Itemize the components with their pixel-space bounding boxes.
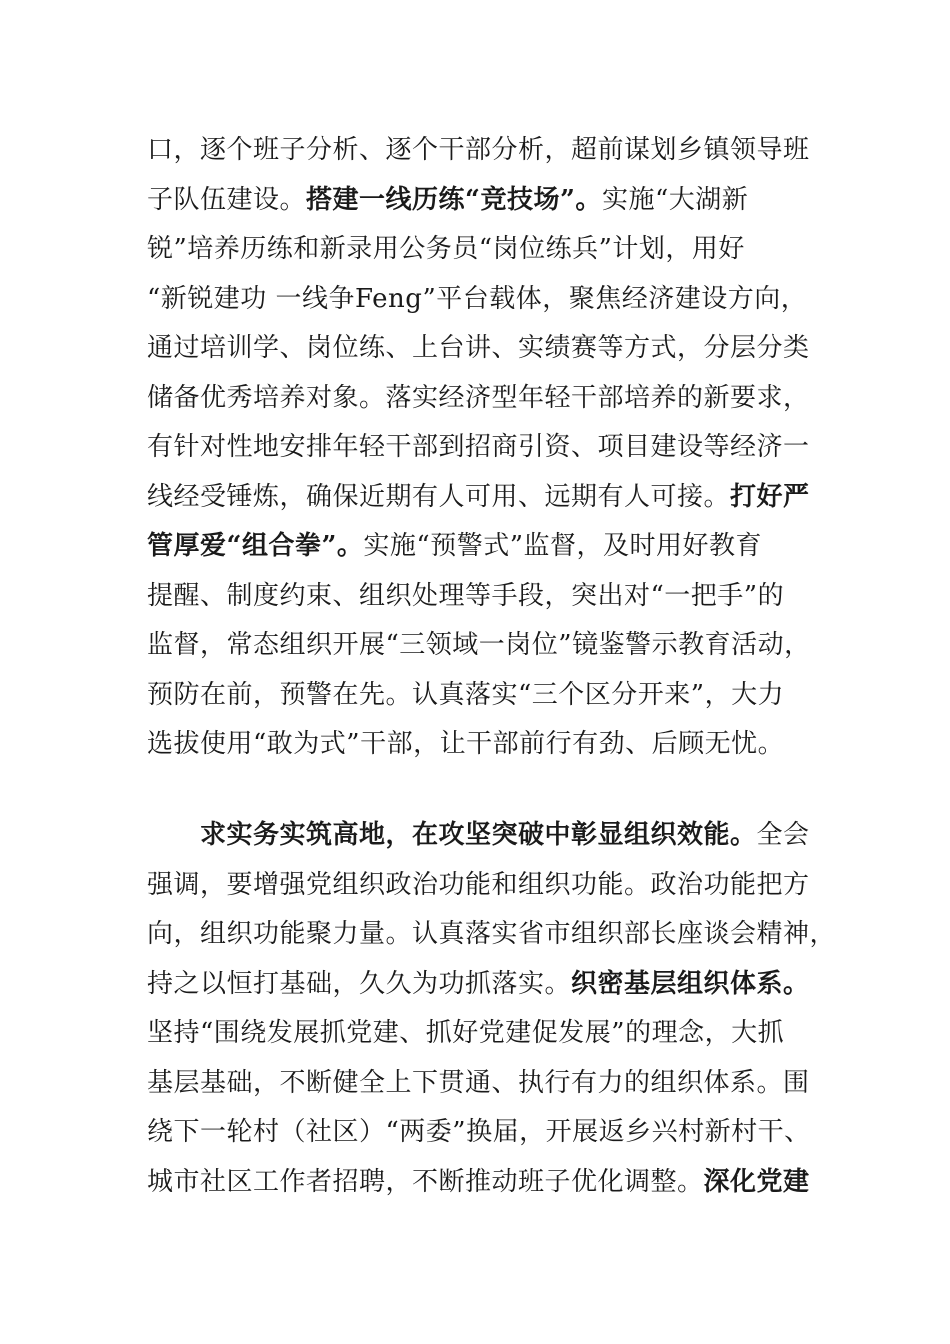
text-line bbox=[147, 671, 807, 721]
body-text: 线经受锤炼，确保近期有人可用、远期有人可接。 bbox=[147, 481, 731, 512]
body-text: 实施“大湖新 bbox=[601, 184, 749, 215]
paragraph bbox=[147, 811, 837, 1207]
text-line bbox=[147, 324, 810, 374]
body-text: 持之以恒打基础，久久为功抓落实。 bbox=[147, 968, 572, 999]
text-line bbox=[147, 1108, 811, 1158]
bold-heading-text: 打好严 bbox=[730, 481, 810, 512]
text-line bbox=[147, 1009, 807, 1059]
body-text bbox=[147, 820, 200, 850]
text-line bbox=[147, 176, 807, 226]
text-line bbox=[147, 374, 810, 424]
body-text: 预防在前，预警在先。认真落实“三个区分开来”，大力 bbox=[147, 679, 785, 710]
bold-heading-text: 深化党建 bbox=[703, 1166, 810, 1197]
body-text: 强调，要增强党组织政治功能和组织功能。政治功能把方 bbox=[147, 869, 810, 900]
text-line bbox=[147, 1059, 810, 1109]
body-text: 提醒、制度约束、组织处理等手段，突出对“一把手”的 bbox=[147, 580, 785, 611]
text-line bbox=[147, 572, 807, 622]
text-line bbox=[147, 522, 807, 572]
body-text: 锐”培养历练和新录用公务员“岗位练兵”计划，用好 bbox=[147, 234, 745, 264]
body-text: 向，组织功能聚力量。认真落实省市组织部长座谈会精神， bbox=[147, 919, 837, 949]
text-line bbox=[147, 225, 807, 275]
text-line bbox=[147, 720, 807, 770]
body-text: 子队伍建设。 bbox=[147, 184, 307, 215]
text-line bbox=[147, 621, 811, 671]
text-line bbox=[147, 275, 807, 325]
body-text: 通过培训学、岗位练、上台讲、实绩赛等方式，分层分类 bbox=[147, 333, 810, 363]
body-text: 基层基础，不断健全上下贯通、执行有力的组织体系。围 bbox=[147, 1067, 810, 1098]
text-line bbox=[147, 423, 810, 473]
body-text: 监督，常态组织开展“三领域一岗位”镜鉴警示教育活动， bbox=[147, 630, 811, 660]
body-text: 选拔使用“敢为式”干部，让干部前行有劲、后顾无忧。 bbox=[147, 729, 785, 759]
text-line bbox=[147, 1158, 810, 1208]
body-text: 实施“预警式”监督，及时用好教育 bbox=[363, 531, 763, 561]
body-text: 城市社区工作者招聘，不断推动班子优化调整。 bbox=[147, 1166, 704, 1197]
body-text: 储备优秀培养对象。落实经济型年轻干部培养的新要求， bbox=[147, 382, 810, 413]
bold-heading-text: 求实务实筑高地，在攻坚突破中彰显组织效能。 bbox=[200, 820, 757, 850]
body-text: 坚持“围绕发展抓党建、抓好党建促发展”的理念，大抓 bbox=[147, 1018, 785, 1048]
text-line bbox=[147, 473, 810, 523]
body-text: 全会 bbox=[756, 820, 810, 850]
body-text: “新锐建功 一线争Feng”平台载体，聚焦经济建设方向， bbox=[147, 283, 808, 314]
body-text: 口，逐个班子分析、逐个干部分析，超前谋划乡镇领导班 bbox=[147, 135, 810, 165]
body-text: 有针对性地安排年轻干部到招商引资、项目建设等经济一 bbox=[147, 432, 810, 462]
text-line bbox=[147, 811, 810, 861]
body-text: 绕下一轮村（社区）“两委”换届，开展返乡兴村新村干、 bbox=[147, 1117, 811, 1147]
bold-heading-text: 织密基层组织体系。 bbox=[571, 968, 810, 999]
text-line bbox=[147, 960, 810, 1010]
bold-heading-text: 管厚爱“组合拳”。 bbox=[147, 531, 364, 561]
paragraph bbox=[147, 126, 811, 770]
text-line bbox=[147, 126, 810, 176]
text-line bbox=[147, 910, 837, 960]
bold-heading-text: 搭建一线历练“竞技场”。 bbox=[306, 184, 602, 215]
text-line bbox=[147, 861, 810, 911]
